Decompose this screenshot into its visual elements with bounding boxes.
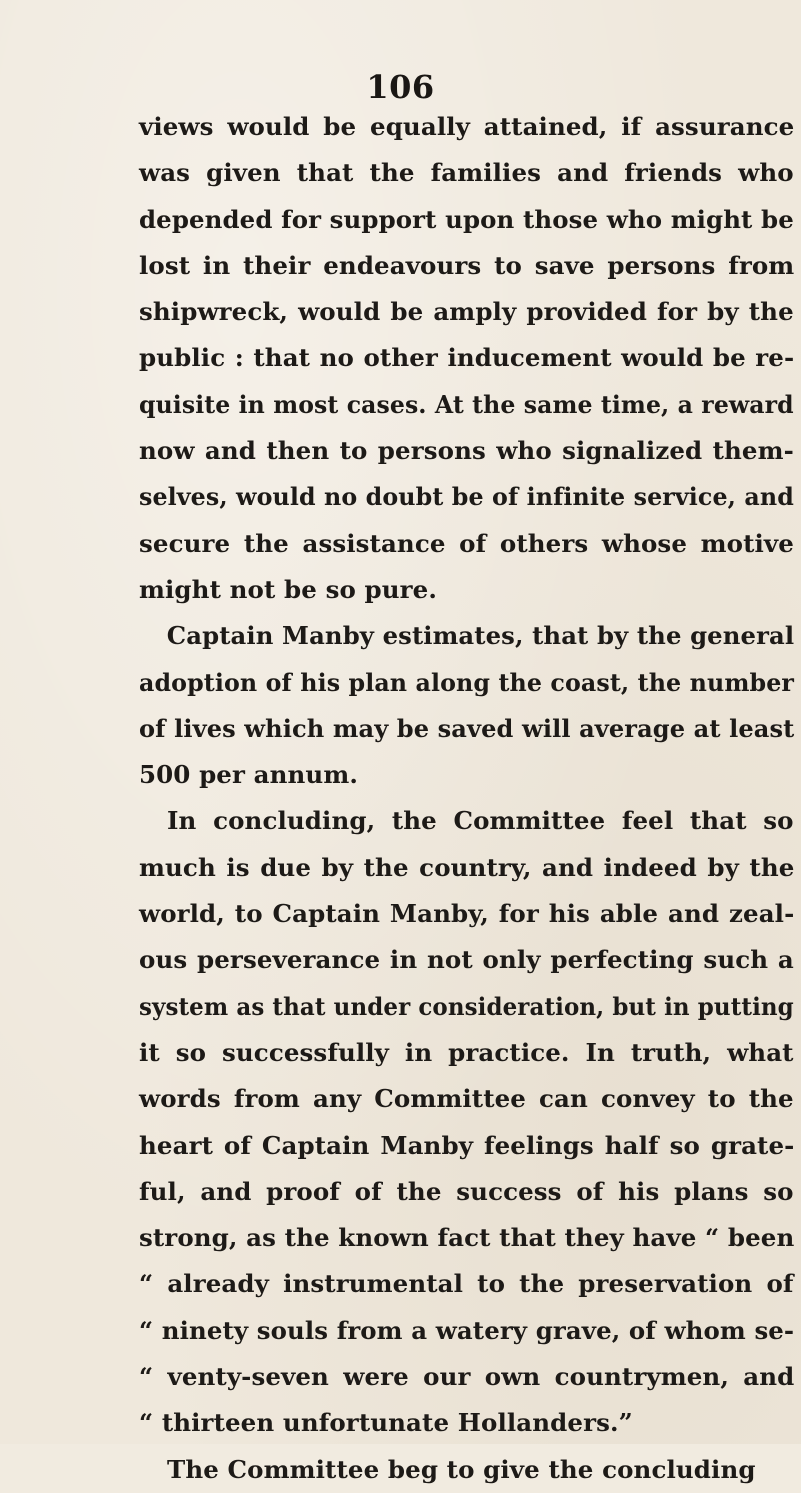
text-line: public : that no other inducement would be re- [139, 343, 795, 373]
text-line: “ already instrumental to the preservation of [139, 1269, 794, 1299]
text-line: “ venty-seven were our own countrymen, and [139, 1362, 795, 1392]
body-text [139, 104, 799, 1493]
text-line: quisite in most cases. At the same time, a reward [139, 389, 794, 419]
text-line: might not be so pure. [139, 574, 438, 604]
text-line: of lives which may be saved will average at least [139, 713, 795, 743]
text-line: ful, and proof of the success of his plans so [139, 1176, 794, 1206]
text-line: it so successfully in practice. In truth, what [139, 1037, 794, 1067]
text-line: selves, would no doubt be of infinite service, and [139, 482, 794, 512]
text-line: depended for support upon those who might be [139, 204, 794, 234]
text-line: shipwreck, would be amply provided for by the [139, 297, 794, 327]
text-line: “ ninety souls from a watery grave, of whom se- [139, 1315, 795, 1345]
text-line: The Committee beg to give the concluding [167, 1454, 756, 1484]
text-line: In concluding, the Committee feel that so [167, 806, 794, 836]
page-number: 106 [366, 68, 435, 106]
text-line: views would be equally attained, if assurance [139, 112, 795, 141]
text-line: words from any Committee can convey to the [139, 1084, 794, 1114]
text-line: heart of Captain Manby feelings half so grate- [139, 1130, 795, 1160]
text-line: “ thirteen unfortunate Hollanders.” [139, 1408, 633, 1438]
text-line: adoption of his plan along the coast, the number [139, 667, 795, 697]
text-line: Captain Manby estimates, that by the general [166, 621, 795, 651]
text-line: lost in their endeavours to save persons from [139, 250, 795, 280]
text-line: ous perseverance in not only perfecting such a [139, 945, 794, 975]
text-line: secure the assistance of others whose motive [139, 528, 794, 558]
text-line: now and then to persons who signalized them- [139, 436, 794, 466]
text-line: 500 per annum. [139, 760, 358, 790]
text-line: system as that under consideration, but in putting [139, 991, 794, 1021]
text-line: strong, as the known fact that they have “ been [139, 1223, 795, 1253]
text-line: was given that the families and friends who [139, 158, 794, 188]
text-line: world, to Captain Manby, for his able and zeal- [139, 899, 795, 929]
text-line: much is due by the country, and indeed by the [139, 852, 795, 882]
